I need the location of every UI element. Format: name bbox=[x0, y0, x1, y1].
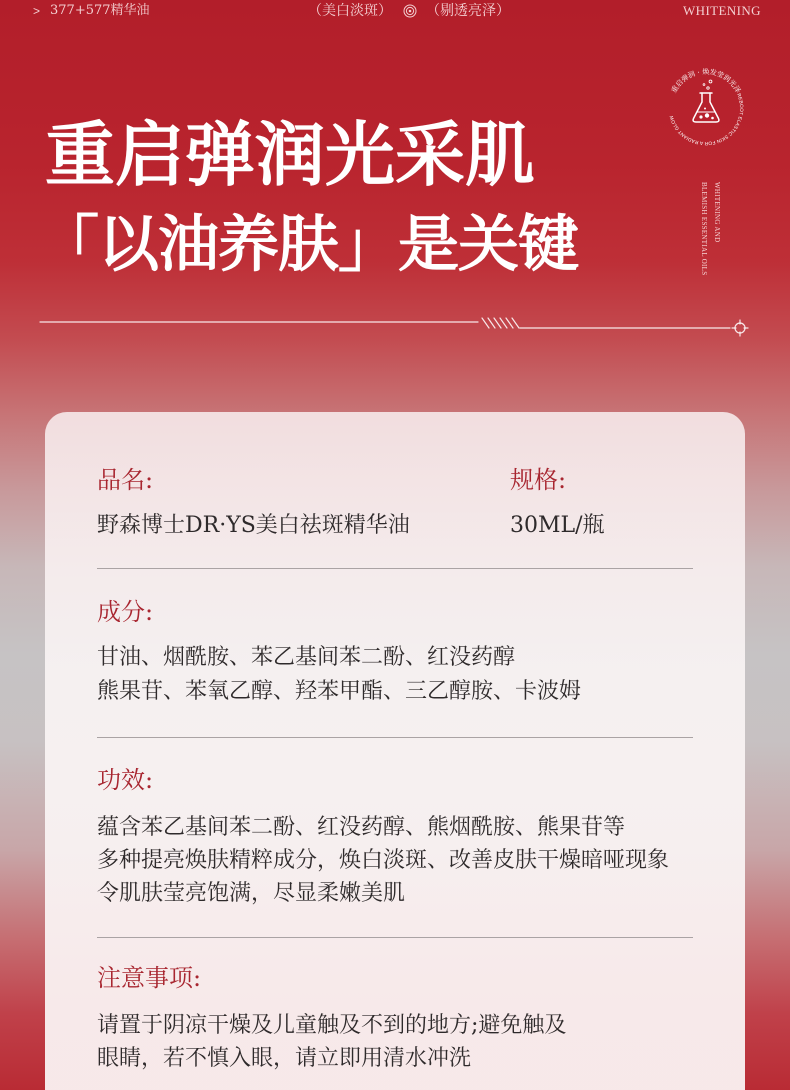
efficacy-label: 功效: bbox=[97, 766, 154, 794]
badge-arc-text-en-path: REBOOT ELASTIC SKIN FOR A RADIANT GLOW bbox=[669, 93, 744, 146]
ingredients-line: 熊果苷、苯氧乙醇、羟苯甲酯、三乙醇胺、卡波姆 bbox=[97, 679, 582, 704]
ingredients-label: 成分: bbox=[97, 598, 154, 626]
chevron-right-icon: > bbox=[33, 4, 41, 18]
tagline-whitening: （美白淡斑） bbox=[308, 3, 392, 19]
precautions-text bbox=[97, 1009, 566, 1075]
precautions-line: 眼睛，若不慎入眼，请立即用清水冲洗 bbox=[97, 1046, 472, 1071]
spec-size-value: 30ML/瓶 bbox=[510, 513, 605, 538]
product-series-label: 377+577精华油 bbox=[50, 3, 150, 18]
decorative-divider bbox=[36, 308, 752, 340]
side-caption-line1: WHITENING AND bbox=[713, 182, 721, 243]
product-name-value: 野森博士DR·YS美白祛斑精华油 bbox=[97, 513, 410, 538]
efficacy-line: 蕴含苯乙基间苯二酚、红没药醇、熊烟酰胺、熊果苷等 bbox=[97, 815, 626, 840]
badge-arc-text-cn bbox=[669, 67, 743, 94]
section-divider bbox=[97, 937, 693, 938]
spec-size-label: 规格: bbox=[510, 466, 567, 494]
precautions-line: 请置于阴凉干燥及儿童触及不到的地方;避免触及 bbox=[97, 1013, 567, 1038]
hero-title-line2: 「以油养肤」是关键 bbox=[38, 209, 579, 280]
badge-seal bbox=[660, 62, 752, 154]
ingredients-line: 甘油、烟酰胺、苯乙基间苯二酚、红没药醇 bbox=[97, 645, 516, 670]
whitening-label: WHITENING bbox=[683, 3, 761, 18]
flask-icon bbox=[693, 80, 719, 122]
section-divider bbox=[97, 737, 693, 738]
top-bar bbox=[0, 0, 790, 24]
efficacy-text bbox=[97, 811, 669, 910]
side-caption bbox=[697, 182, 723, 275]
target-circle-icon bbox=[403, 4, 417, 18]
precautions-label: 注意事项: bbox=[97, 964, 202, 992]
side-caption-line2: BLEMISH ESSENTIAL OILS bbox=[700, 182, 708, 276]
section-divider bbox=[97, 568, 693, 569]
efficacy-line: 令肌肤莹亮饱满，尽显柔嫩美肌 bbox=[97, 881, 406, 906]
ingredients-text bbox=[97, 641, 581, 709]
badge-arc-text-cn-path: 重启弹润 · 焕发莹润光泽 bbox=[669, 67, 743, 95]
crosshair-icon bbox=[732, 320, 748, 336]
tagline-radiance: （剔透亮泽） bbox=[426, 3, 510, 19]
efficacy-line: 多种提亮焕肤精粹成分，焕白淡斑、改善皮肤干燥暗哑现象 bbox=[97, 848, 670, 873]
product-info-card bbox=[45, 412, 745, 1090]
hero-title-line1: 重启弹润光采肌 bbox=[45, 113, 535, 196]
divider-slashes bbox=[482, 318, 519, 328]
product-name-label: 品名: bbox=[97, 466, 154, 494]
badge-arc-text-en bbox=[669, 93, 744, 146]
